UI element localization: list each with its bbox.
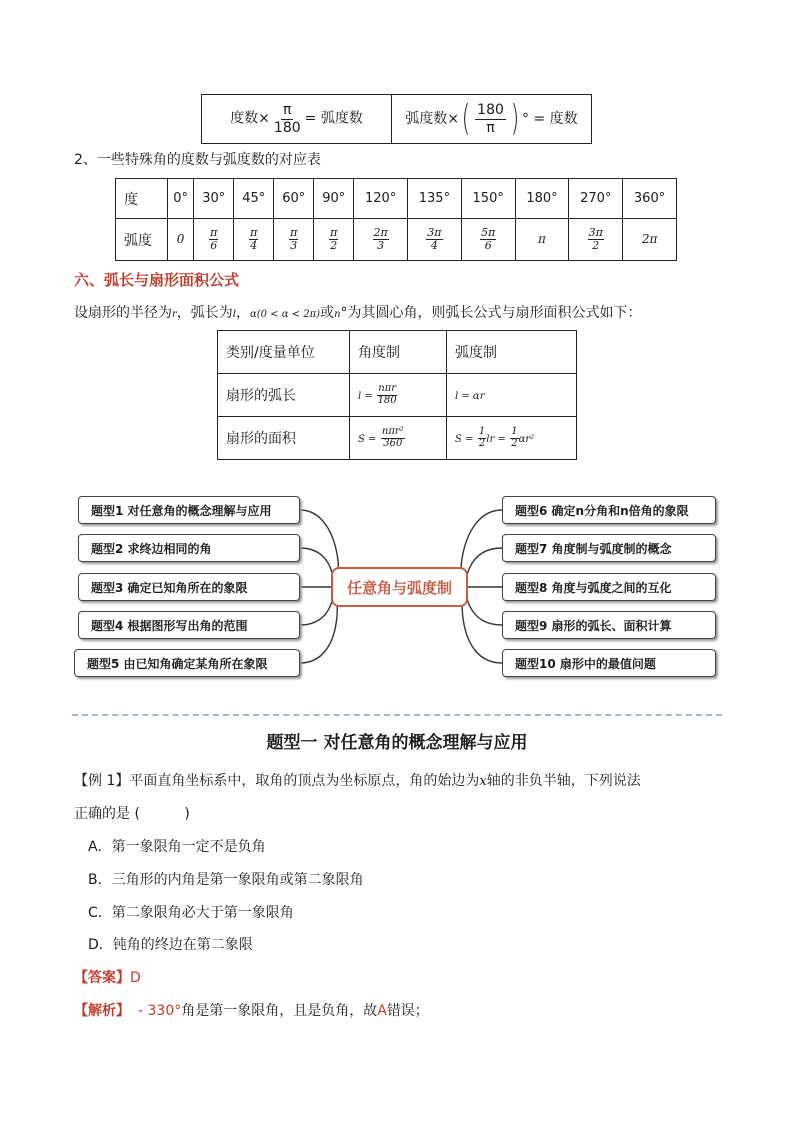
degree-cell: 60° (274, 179, 314, 219)
option-a: A．第一象限角一定不是负角 (88, 839, 266, 855)
degree-cell: 360° (623, 179, 677, 219)
degree-cell: 120° (354, 179, 408, 219)
radian-cell: $\frac{\pi}{3}$ (274, 219, 314, 261)
radian-cell: $\frac{3\pi}{4}$ (408, 219, 462, 261)
mindmap-topic-9: 题型9 扇形的弧长、面积计算 (502, 611, 716, 639)
mindmap-topic-7: 题型7 角度制与弧度制的概念 (502, 534, 716, 562)
degree-cell: 90° (314, 179, 354, 219)
mindmap-topic-3: 题型3 确定已知角所在的象限 (78, 573, 300, 601)
option-d: D．钝角的终边在第二象限 (88, 937, 253, 953)
mindmap-topic-1: 题型1 对任意角的概念理解与应用 (78, 496, 300, 524)
degree-cell: 150° (461, 179, 515, 219)
radian-to-degree-formula: 弧度数×( $\frac{180}{\pi}$ ) ° = 度数 (392, 95, 592, 144)
degree-cell: 30° (194, 179, 234, 219)
degree-row-label: 度 (116, 179, 168, 219)
mindmap-topic-6: 题型6 确定n分角和n倍角的象限 (502, 496, 716, 524)
180-over-pi-fraction: $\frac{180}{\pi}$ (477, 102, 504, 136)
radian-cell: $\frac{\pi}{6}$ (194, 219, 234, 261)
radian-cell: 0 (168, 219, 194, 261)
radian-row-label: 弧度 (116, 219, 168, 261)
mindmap-topic-2: 题型2 求终边相同的角 (78, 534, 300, 562)
degree-cell: 270° (569, 179, 623, 219)
radian-cell: $\frac{\pi}{2}$ (314, 219, 354, 261)
mindmap-topic-10: 题型10 扇形中的最值问题 (502, 649, 716, 677)
degree-radian-formula-table (201, 94, 592, 144)
mindmap-center-topic: 任意角与弧度制 (331, 567, 468, 607)
radian-cell: $\frac{\pi}{4}$ (234, 219, 274, 261)
mindmap-topic-4: 题型4 根据图形写出角的范围 (78, 611, 300, 639)
sector-intro: 设扇形的半径为r，弧长为l，α(0 < α < 2π)或n°为其圆心角，则弧长公式与扇形面积公式如下： (74, 305, 642, 321)
section-6-heading: 六、弧长与扇形面积公式 (74, 271, 240, 289)
degree-to-radian-formula: 度数× $\frac{\pi}{180}$ = 弧度数 (202, 95, 392, 144)
connector-left-4 (300, 587, 333, 625)
header-category: 类别/度量单位 (218, 331, 350, 374)
radian-cell: π (515, 219, 569, 261)
answer-value: D (130, 970, 141, 986)
header-radian: 弧度制 (447, 331, 577, 374)
example-1-stem: 【例 1】平面直角坐标系中，取角的顶点为坐标原点，角的始边为x轴的非负半轴，下列说法 (74, 773, 641, 789)
section-divider (72, 714, 722, 716)
example-1-stem-line-2: 正确的是 ( ) (74, 806, 190, 822)
connector-right-4 (466, 587, 502, 625)
mindmap-topic-5: 题型5 由已知角确定某角所在象限 (74, 649, 300, 677)
sector-area-label: 扇形的面积 (218, 417, 350, 460)
type-one-section-title: 题型一 对任意角的概念理解与应用 (266, 733, 528, 753)
option-c: C．第二象限角必大于第一象限角 (88, 905, 294, 921)
connector-right-2 (466, 548, 502, 587)
sector-area-radian-formula: S = $\frac{1}{2}$ lr = $\frac{1}{2}$ αr² (447, 417, 577, 460)
sector-formula-table (217, 330, 577, 460)
arc-length-label: 扇形的弧长 (218, 374, 350, 417)
answer-line: 【答案】D (74, 970, 141, 986)
analysis-line: 【解析】 - 330°角是第一象限角，且是负角，故A错误； (74, 1003, 429, 1019)
degree-cell: 180° (515, 179, 569, 219)
header-degree: 角度制 (350, 331, 447, 374)
radian-cell: 2π (623, 219, 677, 261)
arc-length-radian-formula: l = αr (447, 374, 577, 417)
arc-length-degree-formula: l = $\frac{\text{nπr}}{180}$ (350, 374, 447, 417)
option-b: B．三角形的内角是第一象限角或第二象限角 (88, 872, 364, 888)
degree-cell: 0° (168, 179, 194, 219)
connector-left-2 (300, 548, 333, 587)
degree-cell: 135° (408, 179, 462, 219)
special-angles-title: 2、一些特殊角的度数与弧度数的对应表 (74, 152, 321, 168)
radian-cell: $\frac{5\pi}{6}$ (461, 219, 515, 261)
special-angles-table (115, 178, 677, 261)
mindmap-topic-8: 题型8 角度与弧度之间的互化 (502, 573, 716, 601)
radian-cell: $\frac{3\pi}{2}$ (569, 219, 623, 261)
pi-over-180-fraction: $\frac{\pi}{180}$ (273, 102, 301, 136)
sector-area-degree-formula: S = $\frac{\text{nπr²}}{360}$ (350, 417, 447, 460)
degree-cell: 45° (234, 179, 274, 219)
radian-cell: $\frac{2\pi}{3}$ (354, 219, 408, 261)
